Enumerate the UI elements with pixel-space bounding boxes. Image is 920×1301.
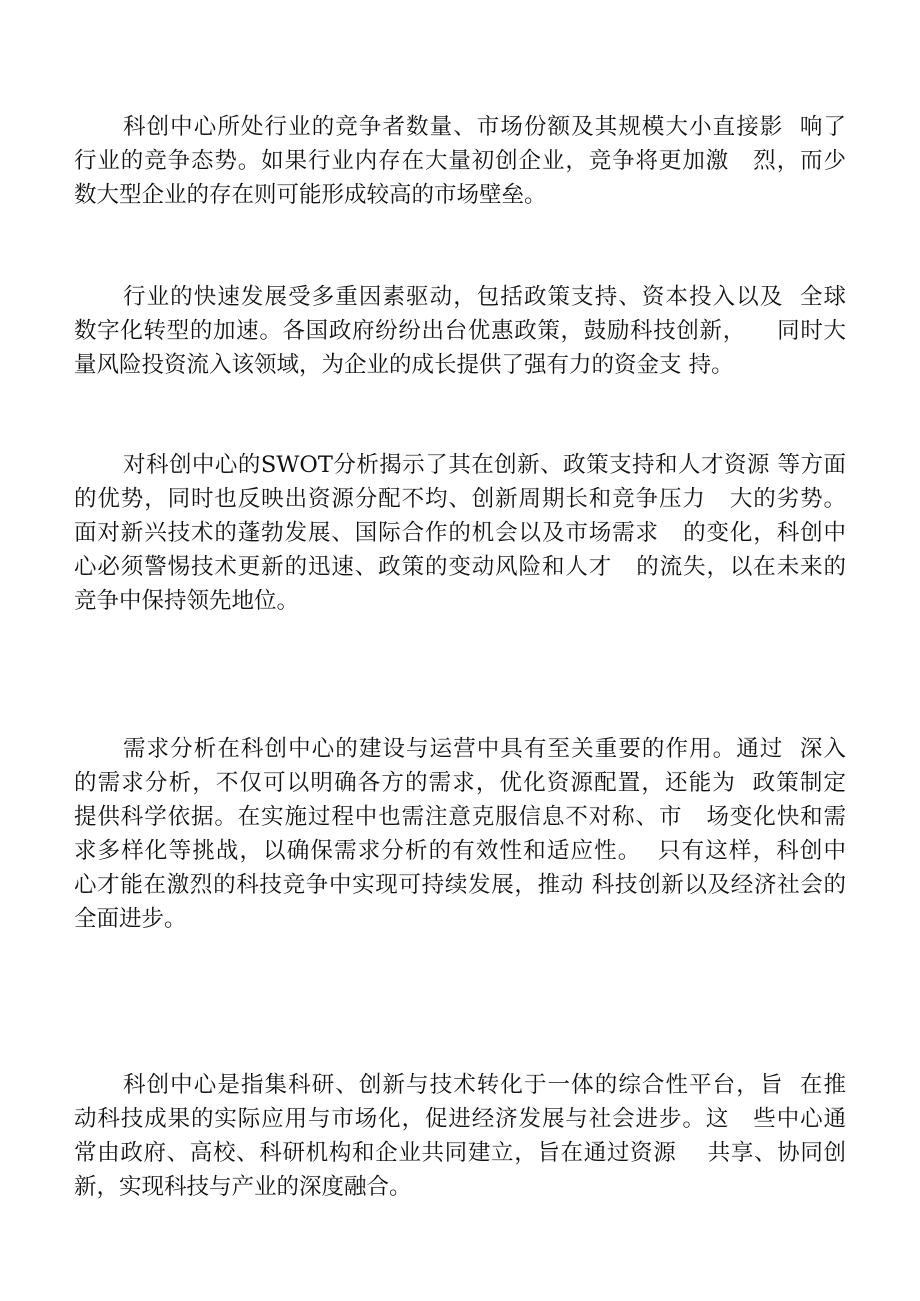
text-line: 常由政府、高校、科研机构和企业共同建立，旨在通过资源 共享、协同创 [74, 1140, 846, 1166]
text-line: 心才能在激烈的科技竞争中实现可持续发展，推动 科技创新以及经济社会的 [74, 872, 846, 898]
paragraph-definition [74, 1068, 846, 1204]
text-line: 全面进步。 [74, 906, 187, 932]
text-line: 数字化转型的加速。各国政府纷纷出台优惠政策，鼓励科技创新， 同时大 [74, 318, 846, 344]
text-line: 量风险投资流入该领域，为企业的成长提供了强有力的资金支 持。 [74, 352, 734, 378]
text-line: 心必须警惕技术更新的迅速、政策的变动风险和人才 的流失，以在未来的 [74, 554, 846, 580]
text-line: 求多样化等挑战，以确保需求分析的有效性和适应性。 只有这样，科创中 [74, 838, 846, 864]
text-line: 竞争中保持领先地位。 [74, 588, 300, 614]
text-line: 的需求分析，不仅可以明确各方的需求，优化资源配置，还能为 政策制定 [74, 770, 846, 796]
text-line: 行业的快速发展受多重因素驱动，包括政策支持、资本投入以及 全球 [123, 284, 846, 310]
paragraph-drivers [74, 280, 846, 382]
text-line: 的优势，同时也反映出资源分配不均、创新周期长和竞争压力 大的劣势。 [74, 486, 846, 512]
text-line: 科创中心所处行业的竞争者数量、市场份额及其规模大小直接影 响了 [123, 114, 846, 140]
text-line: 需求分析在科创中心的建设与运营中具有至关重要的作用。通过 深入 [123, 736, 846, 762]
text-line: 行业的竞争态势。如果行业内存在大量初创企业，竞争将更加激 烈，而少 [74, 148, 846, 174]
paragraph-demand-analysis [74, 732, 846, 936]
paragraph-swot [74, 448, 846, 618]
text-line: 面对新兴技术的蓬勃发展、国际合作的机会以及市场需求 的变化，科创中 [74, 520, 846, 546]
text-line: 对科创中心的SWOT分析揭示了其在创新、政策支持和人才资源 等方面 [123, 452, 846, 478]
text-line: 科创中心是指集科研、创新与技术转化于一体的综合性平台，旨 在推 [123, 1072, 846, 1098]
text-line: 动科技成果的实际应用与市场化，促进经济发展与社会进步。这 些中心通 [74, 1106, 846, 1132]
text-line: 数大型企业的存在则可能形成较高的市场壁垒。 [74, 182, 547, 208]
text-line: 新，实现科技与产业的深度融合。 [74, 1174, 412, 1200]
text-line: 提供科学依据。在实施过程中也需注意克服信息不对称、市 场变化快和需 [74, 804, 846, 830]
paragraph-competition [74, 110, 846, 212]
